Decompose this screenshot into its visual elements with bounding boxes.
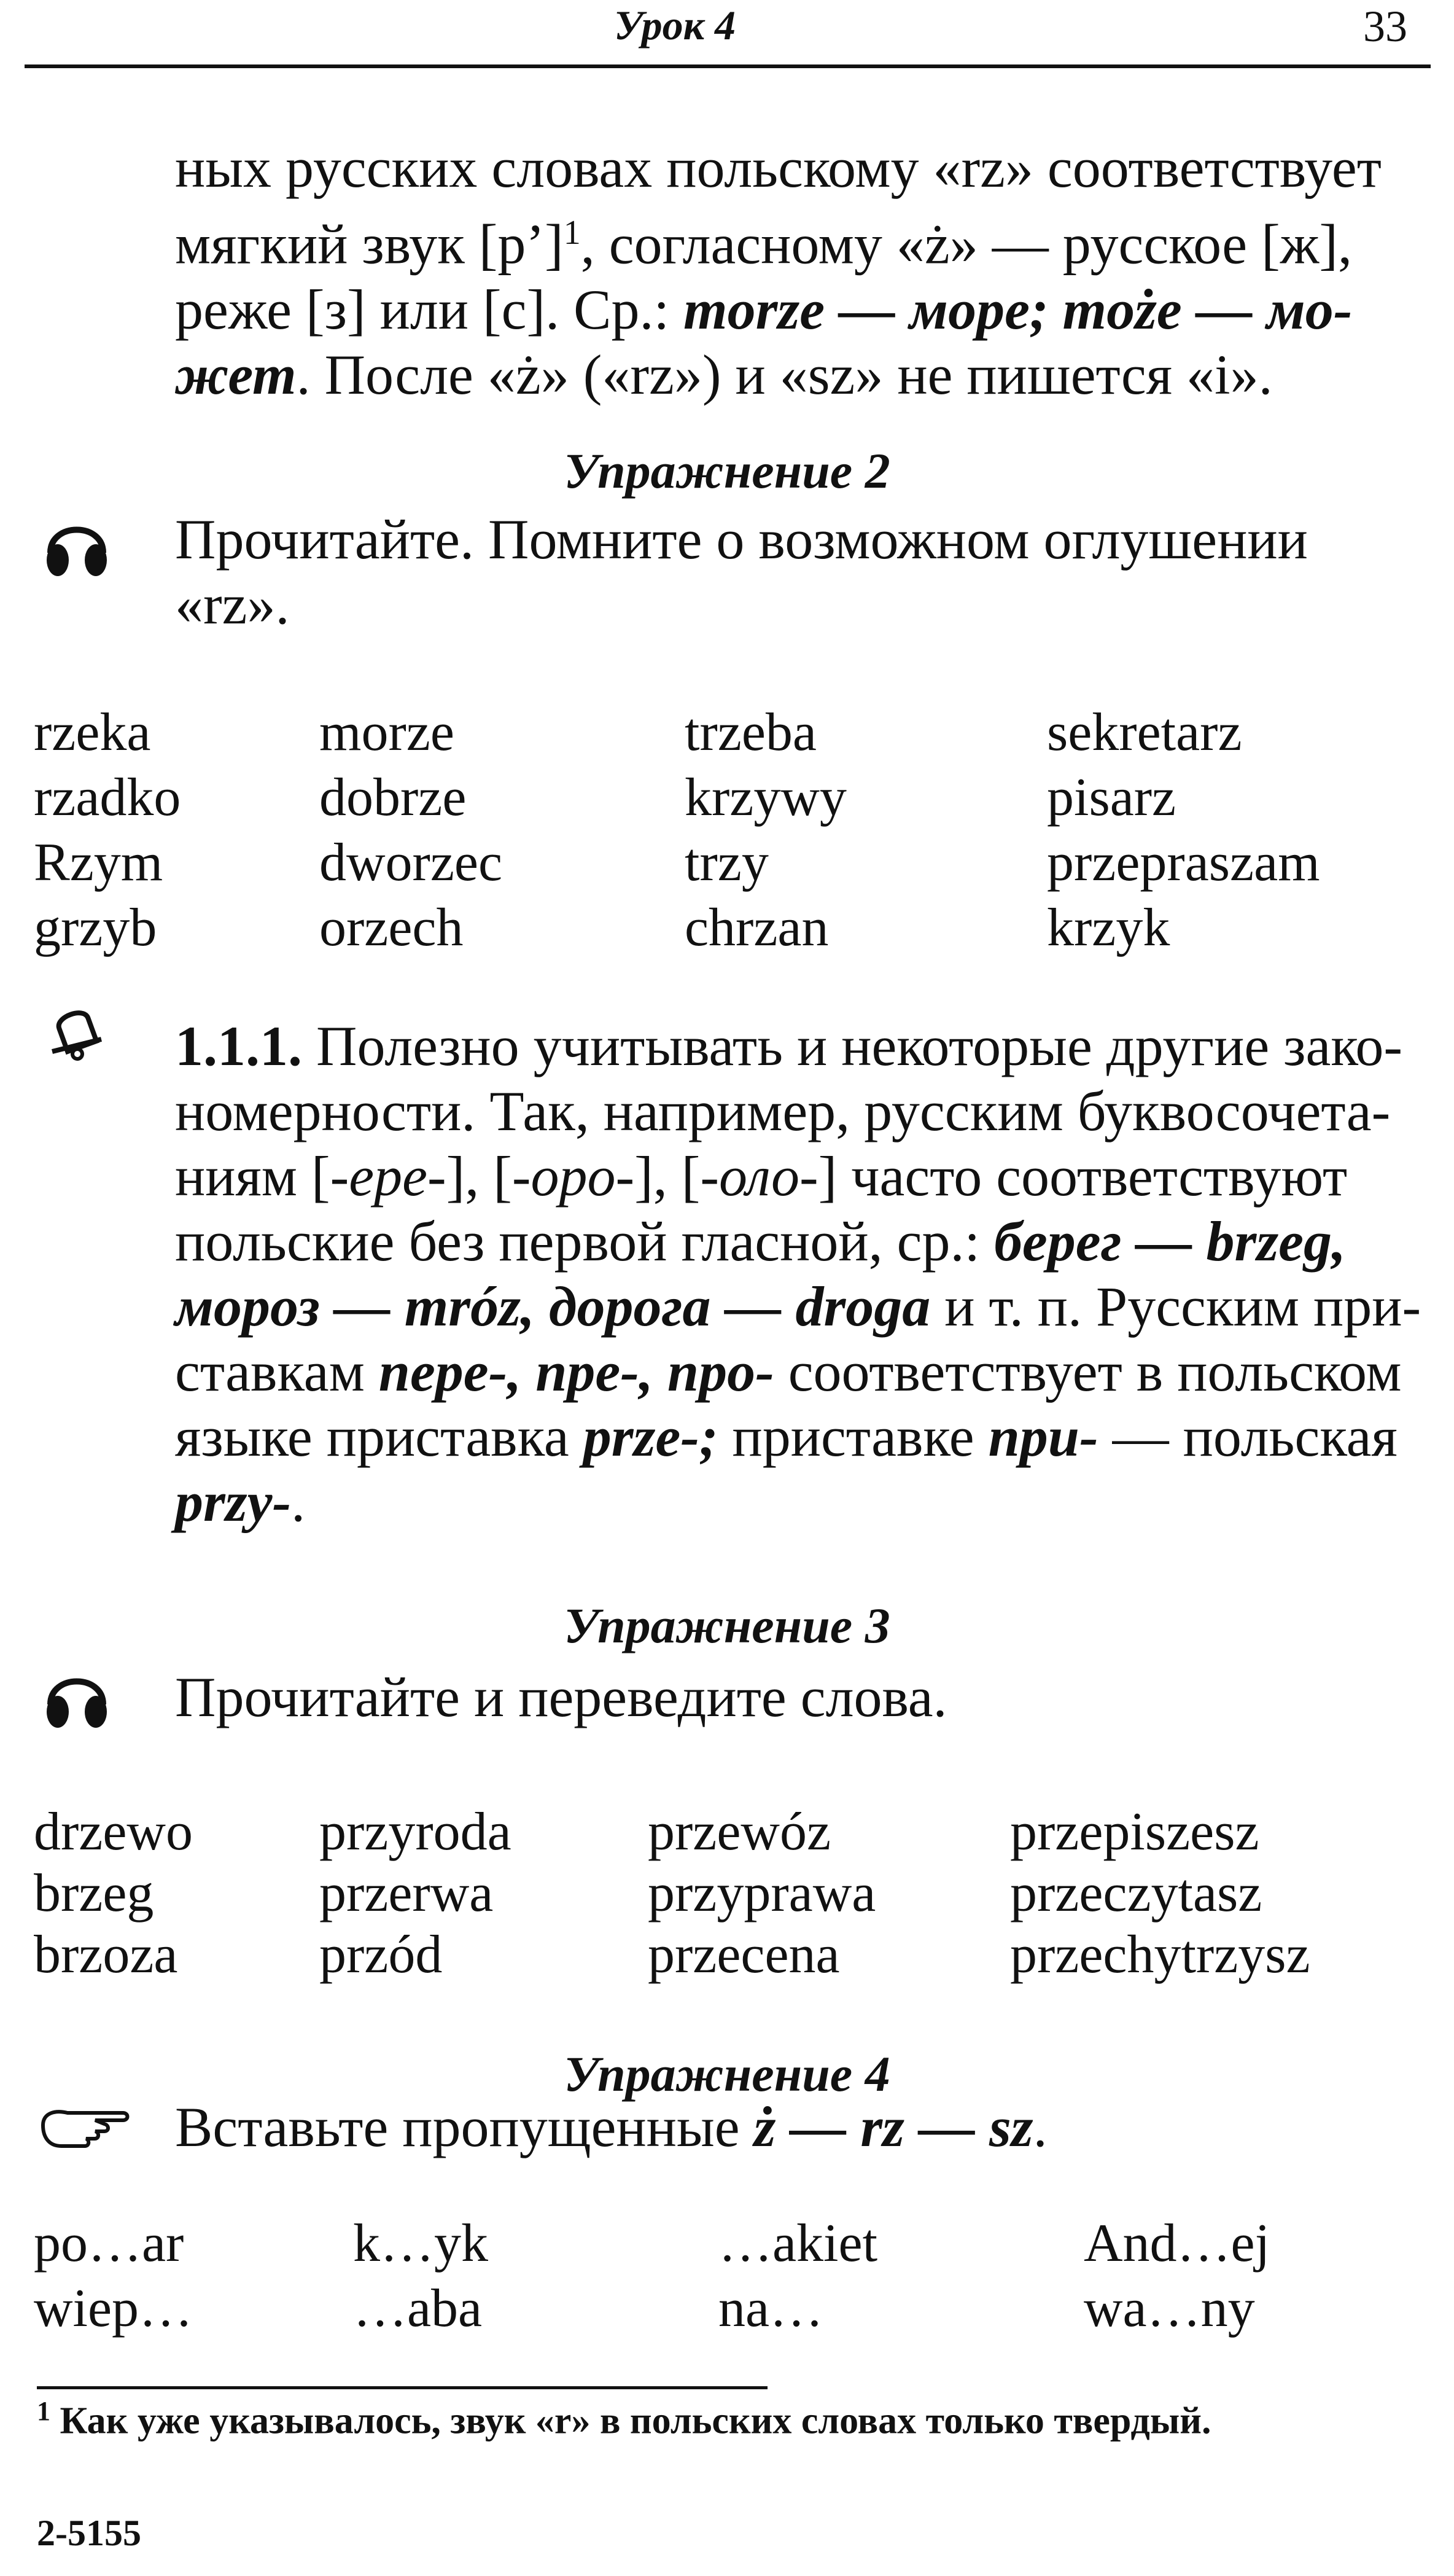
exercise-3-instruction: Прочитайте и переведите слова.	[175, 1666, 947, 1728]
word: pisarz	[1047, 768, 1176, 827]
word: dobrze	[319, 768, 467, 827]
word: wiep…	[34, 2279, 193, 2338]
pointing-hand-icon	[37, 2101, 135, 2150]
word: rzeka	[34, 703, 151, 762]
word: przepiszesz	[1010, 1802, 1259, 1862]
word: …aba	[353, 2279, 483, 2338]
word: wa…ny	[1084, 2279, 1255, 2338]
word: sekretarz	[1047, 703, 1242, 762]
word: po…ar	[34, 2214, 184, 2273]
word: chrzan	[685, 898, 829, 958]
bell-icon	[43, 995, 111, 1069]
intro-line-1: ных русских словах польскому «rz» соответствует	[175, 136, 1382, 199]
word: przyprawa	[648, 1864, 876, 1923]
word: brzoza	[34, 1925, 178, 1985]
word: przyroda	[319, 1802, 511, 1862]
footnote-rule	[37, 2386, 768, 2389]
word: trzy	[685, 833, 769, 892]
footnote-ref: 1	[563, 214, 581, 252]
header-rule	[25, 64, 1431, 68]
headphones-icon	[43, 1661, 111, 1735]
word: przepraszam	[1047, 833, 1320, 892]
word: przewóz	[648, 1802, 831, 1862]
word: rzadko	[34, 768, 181, 827]
intro-line-2: мягкий звук [р’]$^1$, согласному «ż» — русское [ж],	[175, 213, 1352, 276]
exercise-2-instruction: Прочитайте. Помните о возможном оглушении «rz».	[175, 508, 1308, 636]
exercise-4-title: Упражнение 4	[564, 2046, 890, 2102]
word: Rzym	[34, 833, 163, 892]
page-number: 33	[1363, 2, 1407, 51]
printer-signature: 2-5155	[37, 2513, 141, 2553]
chapter-title: Урок 4	[614, 2, 736, 49]
word: …akiet	[718, 2214, 878, 2273]
rule-number: 1.1.1.	[175, 1015, 302, 1077]
word: trzeba	[685, 703, 817, 762]
intro-paragraph	[175, 135, 1431, 407]
word: przechytrzysz	[1010, 1925, 1310, 1985]
word: przerwa	[319, 1864, 494, 1923]
word: grzyb	[34, 898, 157, 958]
exercise-2-title: Упражнение 2	[564, 443, 890, 499]
word: krzyk	[1047, 898, 1170, 958]
word: morze	[319, 703, 454, 762]
word: drzewo	[34, 1802, 193, 1862]
word: przecena	[648, 1925, 840, 1985]
word: brzeg	[34, 1864, 154, 1923]
exercise-3-title: Упражнение 3	[564, 1598, 890, 1653]
exercise-4-instruction: Вставьте пропущенные ż — rz — sz.	[175, 2096, 1048, 2158]
word: krzywy	[685, 768, 847, 827]
word: orzech	[319, 898, 464, 958]
word: przeczytasz	[1010, 1864, 1262, 1923]
word: na…	[718, 2279, 824, 2338]
word: dworzec	[319, 833, 503, 892]
word: przód	[319, 1925, 443, 1985]
headphones-icon	[43, 510, 111, 584]
intro-line-4: жет. После «ż» («rz») и «sz» не пишется «i».	[175, 343, 1273, 406]
rule-note: 1.1.1. Полезно учитывать и некоторые другие зако- номерности. Так, например, русским буквосочета- ниям [-ере-], [-оро-], [-оло-] часто соответствуют польские без первой гласной, ср.: берег — brzeg, мороз — mróz, дорога — droga и т. п. Русским при- ставкам пере-, пре-, про- соответствует в польском языке приставка prze-; приставке при- — польская przy-.	[175, 1015, 1421, 1533]
word: And…ej	[1084, 2214, 1270, 2273]
intro-line-3: реже [з] или [с]. Ср.: morze — море; może — мо-	[175, 278, 1353, 341]
footnote: $^1$ Как уже указывалось, звук «r» в польских словах только твердый.	[37, 2396, 1211, 2442]
word: k…yk	[353, 2214, 488, 2273]
